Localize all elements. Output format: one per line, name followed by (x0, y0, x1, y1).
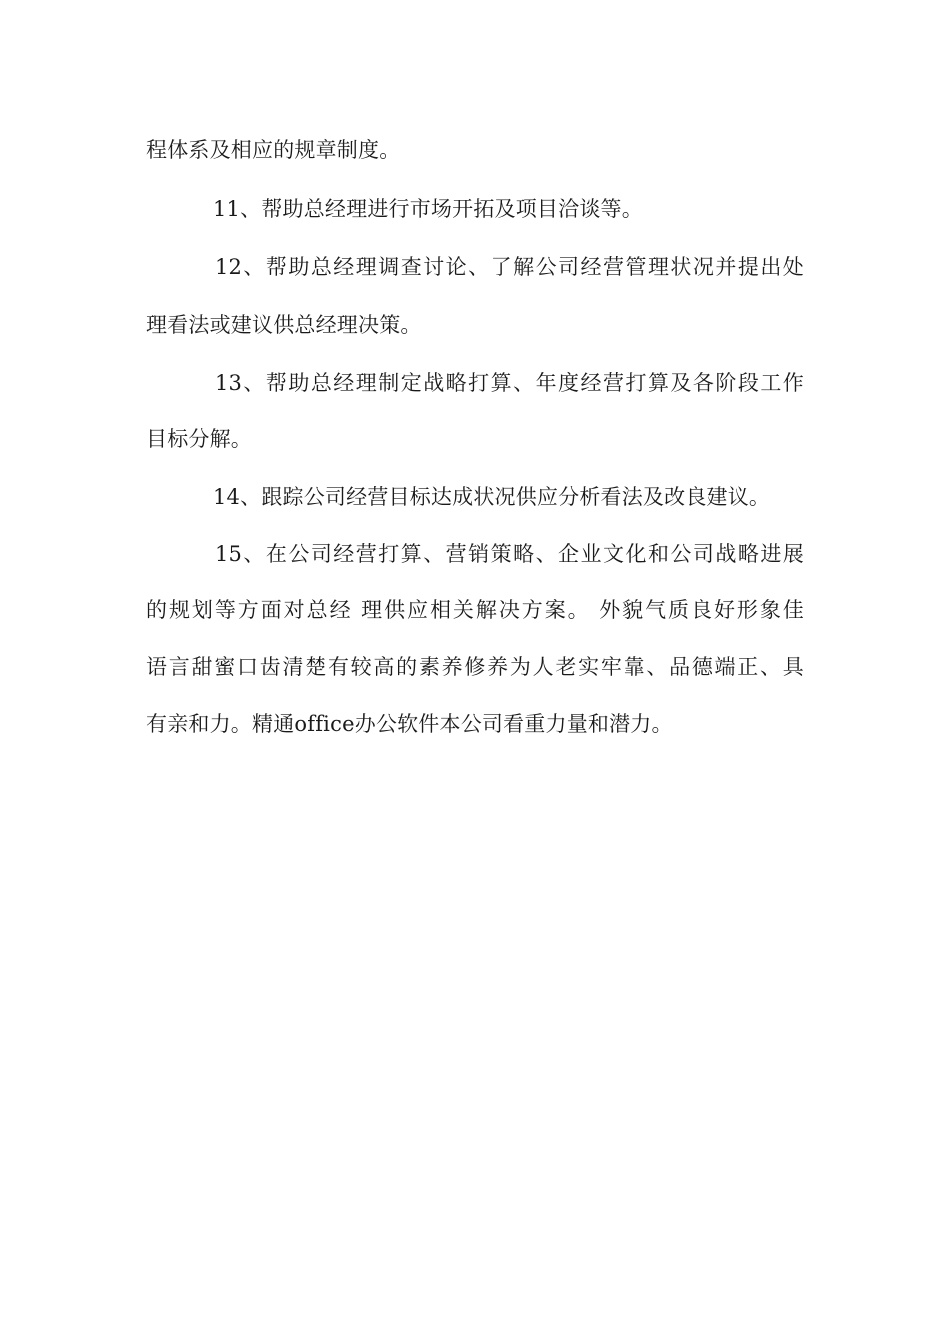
paragraph-line: 15、在公司经营打算、营销策略、企业文化和公司战略进展 (215, 542, 804, 566)
paragraph-line: 理看法或建议供总经理决策。 (146, 313, 422, 337)
paragraph-line: 的规划等方面对总经 理供应相关解决方案。 外貌气质良好形象佳 (146, 598, 804, 622)
paragraph-line: 语言甜蜜口齿清楚有较高的素养修养为人老实牢靠、品德端正、具 (146, 655, 804, 679)
paragraph-line: 13、帮助总经理制定战略打算、年度经营打算及各阶段工作 (215, 371, 804, 395)
paragraph-line: 程体系及相应的规章制度。 (146, 138, 401, 162)
paragraph-line: 11、帮助总经理进行市场开拓及项目洽谈等。 (213, 197, 643, 221)
paragraph-line: 有亲和力。精通office办公软件本公司看重力量和潜力。 (146, 712, 673, 736)
paragraph-line: 14、跟踪公司经营目标达成状况供应分析看法及改良建议。 (213, 485, 771, 509)
paragraph-line: 12、帮助总经理调查讨论、了解公司经营管理状况并提出处 (215, 255, 804, 279)
paragraph-line: 目标分解。 (146, 427, 252, 451)
